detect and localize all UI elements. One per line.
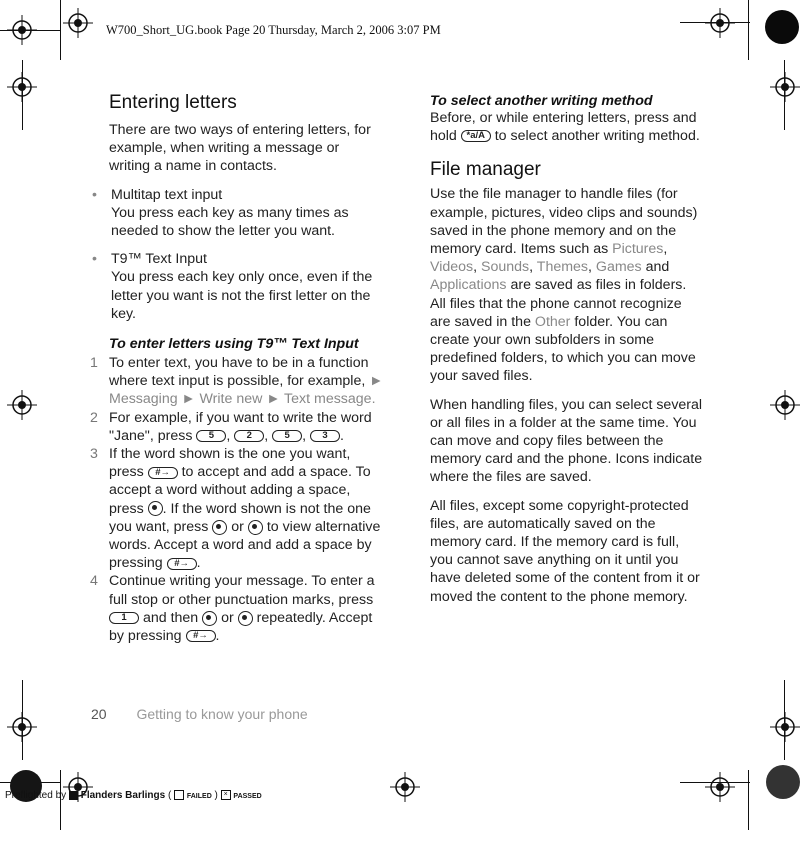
- bullet-body: You press each key as many times as needed to show the letter you want.: [111, 204, 349, 240]
- paragraph-text: Before, or while entering letters, press and hold: [430, 110, 697, 145]
- step-text: For example, if you want to write the word "Jane", press: [109, 409, 372, 444]
- menu-item: Pictures: [612, 241, 664, 258]
- preflight-brand: Flanders Barlings: [80, 790, 166, 801]
- paragraph-text: and: [645, 259, 670, 276]
- checkbox-passed-icon: ×: [221, 790, 231, 800]
- section-title-file-manager: File manager: [430, 159, 541, 181]
- step-text: repeatedly. Accept by pressing: [109, 609, 373, 645]
- bullet-icon: •: [92, 186, 97, 203]
- step-number: 2: [90, 409, 98, 426]
- menu-item: Sounds: [481, 259, 530, 276]
- step-text: or: [231, 518, 244, 535]
- registration-mark-icon: [7, 712, 37, 742]
- hash-key-icon: #→: [186, 630, 216, 642]
- passed-label: PASSED: [233, 793, 262, 800]
- preflight-stamp: Preflighted by Flanders Barlings ( FAILED ) × PASSED: [5, 790, 262, 801]
- menu-item: Applications: [430, 277, 507, 294]
- preflight-label: Preflighted by: [5, 790, 67, 801]
- key-1-icon: 1: [109, 612, 139, 624]
- step-3: 3 If the word shown is the one you want, press #→ to accept and add a space. To accept a word without adding a space, press . If the word shown is not the one you want, press or to view alternative words. Accept a word and add a space by pressing #→ .: [90, 446, 381, 572]
- crop-mark: [748, 0, 749, 60]
- step-4: 4 Continue writing your message. To enter a full stop or other punctuation marks, press 1 and then or repeatedly. Accept by pressing #→ .: [90, 573, 375, 645]
- registration-mark-icon: [7, 15, 37, 45]
- page-footer: [91, 706, 308, 722]
- file-manager-paragraph-1: Use the file manager to handle files (for example, pictures, video clips and sounds) saved in the phone memory and on the memory card. Items such as Pictures, Videos, Sounds, Themes, Games and Applications are saved as files in folders. All files that the phone cannot recognize are saved in the Other folder. You can create your own subfolders in some predefined folders, to which you can move your saved files.: [430, 186, 698, 385]
- key-2-icon: 2: [234, 430, 264, 442]
- registration-mark-icon: [705, 8, 735, 38]
- left-column: [90, 92, 390, 645]
- menu-item: Other: [534, 313, 571, 330]
- menu-item: Videos: [430, 259, 474, 276]
- paragraph-text: are saved as files in folders. All files that the phone cannot recognize are saved in the: [430, 277, 687, 330]
- paragraph-text: Use the file manager to handle files (for example, pictures, video clips and sounds) saved in the phone memory and on the memory card. Items such as: [430, 186, 698, 258]
- bullet-icon: •: [92, 251, 97, 268]
- step-text: to accept and add a space. To accept a word without adding a space, press: [109, 464, 371, 517]
- bullet-title: Multitap text input: [111, 186, 223, 203]
- bullet-t9: [90, 250, 390, 323]
- print-color-dot: [766, 765, 800, 799]
- book-header: W700_Short_UG.book Page 20 Thursday, March 2, 2006 3:07 PM: [106, 23, 441, 37]
- file-manager-paragraph-3: All files, except some copyright-protected files, are automatically saved on the memory card. If the memory card is full, you cannot save anything on it until you have deleted some of the content from it or moved the content to the phone memory.: [430, 497, 700, 605]
- step-number: 1: [90, 355, 98, 372]
- right-column: [430, 93, 710, 606]
- registration-mark-icon: [705, 772, 735, 802]
- nav-down-icon: [238, 611, 253, 626]
- failed-label: FAILED: [186, 793, 212, 800]
- bullet-title: T9™ Text Input: [111, 251, 207, 268]
- nav-up-icon: [202, 611, 217, 626]
- step-number: 3: [90, 446, 98, 463]
- step-text: To enter text, you have to be in a function where text input is possible, for example,: [109, 355, 369, 390]
- select-key-icon: [148, 501, 163, 516]
- menu-item: Themes: [536, 259, 589, 276]
- paragraph-text: to select another writing method.: [494, 128, 700, 145]
- section-title-entering-letters: Entering letters: [109, 92, 237, 113]
- subheading-writing-method: To select another writing method: [430, 93, 653, 109]
- registration-mark-icon: [770, 390, 800, 420]
- step-text: or: [221, 609, 234, 626]
- file-manager-paragraph-2: When handling files, you can select several or all files in a folder at the same time. You can move and copy files between the memory card and the phone. Icons indicate where the files are saved.: [430, 396, 703, 486]
- nav-down-icon: [248, 520, 263, 535]
- hash-key-icon: #→: [167, 558, 197, 570]
- intro-paragraph: There are two ways of entering letters, for example, when writing a message or writing a name in contacts.: [109, 122, 371, 175]
- registration-mark-icon: [63, 8, 93, 38]
- crop-mark: [60, 0, 61, 60]
- crop-mark: [748, 770, 749, 830]
- step-1: 1 To enter text, you have to be in a function where text input is possible, for example, ► Messaging ► Write new ► Text message.: [90, 355, 384, 408]
- step-2: 2 For example, if you want to write the word "Jane", press 5 , 2 , 5 , 3 .: [90, 409, 372, 444]
- key-5-icon: 5: [272, 430, 302, 442]
- step-text: If the word shown is the one you want, press: [109, 446, 351, 481]
- key-3-icon: 3: [310, 430, 340, 442]
- registration-mark-icon: [7, 390, 37, 420]
- footer-section: Getting to know your phone: [136, 706, 308, 722]
- step-text: and then: [142, 609, 199, 626]
- bullet-body: You press each key only once, even if the letter you want is not the first letter on the key.: [111, 269, 373, 322]
- menu-path: ► Messaging ► Write new: [109, 373, 384, 408]
- checkbox-failed-icon: [174, 790, 184, 800]
- nav-up-icon: [212, 520, 227, 535]
- registration-mark-icon: [390, 772, 420, 802]
- registration-mark-icon: [770, 72, 800, 102]
- paragraph-text: folder. You can create your own subfolders in some predefined folders, to which you can move your saved files.: [430, 313, 696, 385]
- preflight-logo-icon: [69, 791, 78, 800]
- menu-path: ► Text message: [266, 391, 372, 408]
- hash-key-icon: #→: [148, 467, 178, 479]
- key-5-icon: 5: [196, 430, 226, 442]
- bullet-multitap: [90, 186, 390, 241]
- writing-method-paragraph: [430, 109, 705, 145]
- step-text: to view alternative words. Accept a word and add a space by pressing: [109, 518, 381, 572]
- subheading-t9: To enter letters using T9™ Text Input: [109, 336, 359, 353]
- step-text: Continue writing your message. To enter a full stop or other punctuation marks, press: [109, 573, 375, 608]
- print-color-dot: [765, 10, 799, 44]
- registration-mark-icon: [7, 72, 37, 102]
- menu-item: Games: [595, 259, 642, 276]
- step-text: . If the word shown is not the one you want, press: [109, 500, 371, 535]
- page-number: 20: [91, 706, 107, 722]
- step-number: 4: [90, 573, 98, 590]
- registration-mark-icon: [770, 712, 800, 742]
- star-key-icon: *a/A: [461, 130, 491, 142]
